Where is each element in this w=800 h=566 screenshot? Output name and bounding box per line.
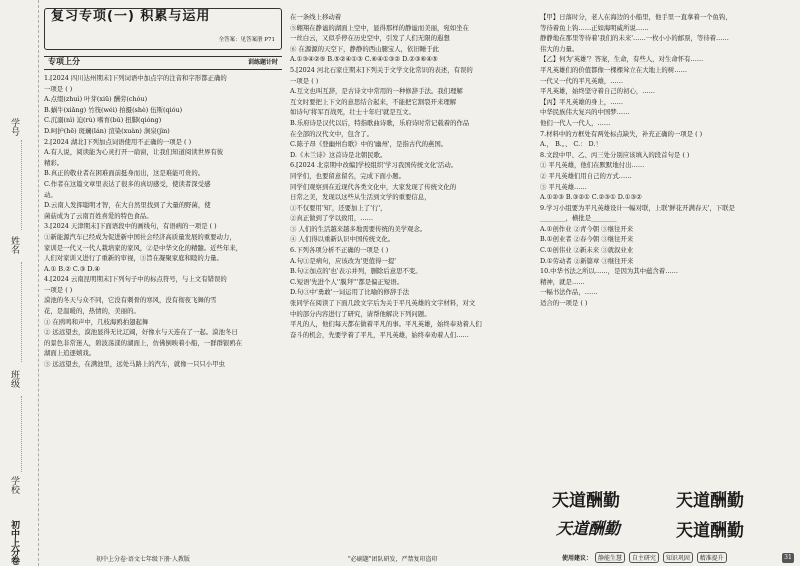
text-line: 静静地在那里等待着'我们的未来'……一枚小小的邮票，等待着……: [540, 34, 729, 43]
binding-label-book: 初中上分卷: [9, 520, 19, 565]
text-line: 5.[2024 河北石家庄期末]下列关于文学文化常识的表述，有误的: [290, 65, 473, 74]
text-line: C.作者在这篇文章里表达了很多的真切感受，使读者深受感: [44, 179, 211, 188]
text-line: 精彩。: [44, 158, 64, 167]
text-line: 8.文段中甲、乙、丙三处分别应该填入的段首句是 ( ): [540, 150, 690, 159]
left-question-list: [44, 73, 282, 370]
text-line: D.句③中'勇敢'一词运用了比喻的修辞手法: [290, 288, 410, 297]
middle-question-list: [290, 12, 530, 340]
text-line: 10.中华书法之所以……，是因为其中蕴含着……: [540, 267, 678, 276]
text-line: ①新能源汽车已经成为促进新中国社会经济高质量发展的重要动力，: [44, 232, 236, 241]
text-line: A.句①是病句，应该改为'更值得一提': [290, 256, 397, 265]
text-line: 等待着鱼上钩……正如海明威所说……: [540, 23, 649, 32]
binding-label-school: 学校: [9, 476, 19, 494]
text-line: D.①劳动者 ②新篇章 ③继往开来: [540, 256, 634, 265]
left-footer: 初中上分卷·语文七年级下册·人教版: [96, 556, 190, 563]
text-line: 在全部的汉代文中，包含了。: [290, 129, 374, 138]
text-line: A.互文也叫互辞，是古诗文中常用的一种修辞手法。我们理解: [290, 87, 463, 96]
binding-label-id: 学号: [9, 118, 19, 136]
text-line: A.， B.。、 C.： D.！: [540, 140, 602, 149]
text-line: B.①创业者 ②春今朝 ③继往开来: [540, 235, 634, 244]
text-line: ② 平凡英雄们用自己的方式……: [540, 171, 632, 180]
footer-tag: 自主研究: [629, 552, 659, 563]
text-line: 一项是 ( ): [290, 76, 319, 85]
text-line: 一幅书法作品，……: [540, 288, 598, 297]
text-line: 同学们，也要留意留名，完成下面小题。: [290, 171, 406, 180]
text-line: ①不仅要用'知'，还要加上了'行'，: [290, 203, 387, 212]
text-line: 互文时要把上下文的意思结合起来，不能把它割裂开来理解: [290, 97, 457, 106]
text-line: 一代又一代的平凡英雄，……: [540, 76, 624, 85]
text-line: 张同学在阅读了下面几段文字后为关于平凡英雄的文字材料，对文: [290, 299, 476, 308]
text-line: 同学们观察到在近现代各类文化中，大家发现了传统文化的: [290, 182, 457, 191]
text-line: ________，横批是________: [540, 214, 617, 223]
text-line: C.短语'先进个人''膜拜'''都是偏正短语。: [290, 277, 404, 286]
text-line: 4.[2024 云南昆明期末]下列句子中的标点符号，与上文有错误的: [44, 275, 227, 284]
text-line: 9.学习小组要为平凡英雄设计一幅对联，上联'鲜花开满春天'，下联是: [540, 203, 735, 212]
text-line: ① 平凡英雄，他们在默默地付出……: [540, 161, 645, 170]
text-line: 平凡的人，他们每天都在做着平凡的事。平凡英雄，始终奉劝着人们: [290, 320, 482, 329]
text-line: 一项是 ( ): [44, 285, 73, 294]
text-line: 中的部分内容进行了研究，请帮他解决下列问题。: [290, 309, 431, 318]
text-line: D.《木兰诗》这首诗是北朝民歌。: [290, 150, 387, 159]
text-line: 1.[2024 四川达州期末]下列词语中加点字的注音和字形都正确的: [44, 74, 227, 82]
section-timer: 训练题计时: [247, 59, 278, 66]
text-line: 伟大的力量。: [540, 44, 579, 53]
right-footer: [562, 552, 728, 563]
text-line: ②真正做到了学以致用，……: [290, 214, 374, 223]
text-line: 人们对家训又进行了重新的审视，③旨在凝聚家庭和睦的力量。: [44, 254, 223, 263]
text-line: 适合的一项是 ( ): [540, 299, 588, 308]
text-line: A.①创作业 ②青今朝 ③继往开来: [540, 224, 634, 233]
binding-line: [21, 140, 23, 230]
text-line: 湖面上追逐嬉戏。: [44, 349, 96, 358]
text-line: B.乐府诗是汉代以后，特指歌曲诗歌，乐府诗时常记载着的作品: [290, 118, 470, 127]
page-number: 31: [782, 553, 794, 563]
footer-tag: 静能生慧: [595, 552, 625, 563]
left-column: [44, 8, 282, 370]
text-line: 【丙】平凡英雄的身上，……: [540, 97, 624, 106]
text-line: 的景色非常迷人，碧波荡漾的湖面上，仿佛倒映着小船，一群群银鸥在: [44, 338, 243, 347]
binding-margin: [0, 0, 39, 566]
calligraphy-option-b: 天道酬勤: [676, 491, 744, 511]
binding-label-class: 班级: [9, 370, 19, 388]
text-line: 日常之美，发现以这些从生活到文学的重要信息，: [290, 193, 431, 202]
text-line: A.①②③ B.③②① C.②③① D.①③②: [540, 193, 642, 202]
text-line: 【甲】日落时分，老人在海边的小船里，他手里一直拿着一个鱼钩，: [540, 13, 732, 21]
text-line: 7.材料中的方框处有两处标点缺失，补充正确的一项是 ( ): [540, 129, 703, 138]
text-line: 一项是 ( ): [44, 84, 73, 93]
text-line: ⑤翱翔在静谧的湖面上空中，显得那样的静谧而美丽，宛如坐在: [290, 23, 469, 32]
text-line: 6.下列各项分析不正确的一项是 ( ): [290, 246, 389, 255]
text-line: 家训是一代又一代人栽培家的家风，②是中华文化的精髓。近些年来，: [44, 243, 243, 252]
text-line: ③ 远远望去，在满池里，远处马路上的汽车，就像一只只小甲虫: [44, 360, 225, 369]
footer-tag: 知识巩固: [663, 552, 693, 563]
section-bar: [44, 56, 282, 70]
binding-line: [21, 396, 23, 472]
text-line: C.沉溺(nì) 迫(rù) 嗜育(bǔ) 扭脚(qióng): [44, 116, 162, 125]
text-line: 平凡英雄，始终坚守着自己的初心，……: [540, 87, 656, 96]
text-line: 平凡英雄们的价值都像一棵棵耸立在大地上的树……: [540, 65, 687, 74]
text-line: 中华民族伟大复兴的中国梦……: [540, 108, 630, 117]
text-line: 如诗句'将军百战死，壮士十年归'就是互文。: [290, 108, 415, 117]
title-box: [44, 8, 282, 50]
text-line: ① 在鸥鸣和声中，几枝海鸥拍翅起舞: [44, 317, 149, 326]
binding-label-name: 姓名: [9, 236, 19, 254]
text-line: 他们一代人一代人，……: [540, 118, 611, 127]
text-line: 一丝白云，又似乎停在历史空中，引发了人们无限的遐想: [290, 34, 450, 43]
text-line: B.蜗牛(xiǎng) 竹筏(wéi) 拍摄(shè) 伍斯(qióu): [44, 105, 183, 114]
middle-footer: "必刷题"团队研发，严禁复印盗印: [348, 556, 438, 563]
text-line: 6.[2024 北京期中改编]学校组织'学习我国传统文化'活动。: [290, 161, 458, 170]
text-line: ④ 人们得以重新认识中国传统文化。: [290, 235, 395, 244]
text-line: C.陈子昂《登幽州台歌》中的'幽州'，是指古代的燕国。: [290, 140, 448, 149]
text-line: A.点缀(zhuì) 叶芽(xiū) 酬劳(chóu): [44, 95, 148, 104]
right-question-list: [540, 12, 792, 309]
usage-advice: 使用建议：: [562, 555, 593, 562]
page-title: 复习专项(一) 积累与运用: [51, 9, 211, 24]
text-line: 奋斗的机会，先要学着了平凡，平凡英雄，始终奉劝着人们……: [290, 330, 469, 339]
right-column: [540, 12, 792, 309]
calligraphy-option-c: 天道酬勤: [556, 519, 621, 538]
binding-line: [21, 262, 23, 362]
text-line: 2.[2024 湖北]下列加点词语使用不正确的一项是 ( ): [44, 137, 192, 146]
text-line: A.有人说，阅读能为心灵打开一扇窗，让我们知道阅读世界有彼: [44, 148, 224, 157]
calligraphy-option-a: 天道酬勤: [552, 491, 620, 511]
section-title: 专项上分: [48, 57, 80, 66]
text-line: D.云南人发挥聪明才智，在大自然里找到了大量的野菌，使: [44, 201, 211, 210]
text-line: D.呵护(hē) 斑斓(lán) 渲染(xuàn) 涧泉(jìn): [44, 126, 170, 135]
text-line: 在一条线上移动着: [290, 13, 342, 21]
text-line: 【乙】何为'英雄'？答案，生命，有些人，对生命怀有……: [540, 55, 704, 64]
answer-reference: 全答案：见答案册 P71: [218, 37, 275, 44]
text-line: ② 远远望去，漠池显得无比辽阔，好像水与天连在了一起。漠池冬日: [44, 328, 238, 337]
footer-tag: 精准提升: [697, 552, 727, 563]
text-line: 菌菇成为了云南百姓喜爱的特色食品。: [44, 211, 153, 220]
text-line: B.真正的敬业者在困难面前挺身而出，这是难能可贵的。: [44, 169, 205, 178]
text-line: ③ 人们的生活越来越多地需要传统的美学观念。: [290, 224, 427, 233]
text-line: A.① B.② C.③ D.④: [44, 264, 101, 273]
text-line: 精神，就是……: [540, 277, 585, 286]
text-line: ⑥ 在源源的天空下，静静的西山腿宝人，依旧睡于此: [290, 44, 440, 53]
text-line: 动。: [44, 190, 57, 199]
text-line: A.①③④②⑤ B.⑤②④①③ C.⑥④①③② D.②③⑥④⑤: [290, 55, 438, 64]
text-line: 漠池的冬天与众不同，它没有刺骨的寒风，没有彻夜飞舞的雪: [44, 296, 217, 305]
text-line: ③ 平凡英雄……: [540, 182, 587, 191]
middle-column: [290, 12, 530, 340]
text-line: 花，是温暖的，热情的，美丽的。: [44, 307, 140, 316]
text-line: B.句②加点的'也'表示并列，删除后意思不变。: [290, 267, 422, 276]
text-line: C.①创伟业 ②新未来 ③就叙业业: [540, 246, 634, 255]
text-line: 3.[2024 天津期末]下面语段中的画线句，有语病的一项是 ( ): [44, 222, 217, 231]
calligraphy-option-d: 天道酬勤: [676, 521, 744, 541]
